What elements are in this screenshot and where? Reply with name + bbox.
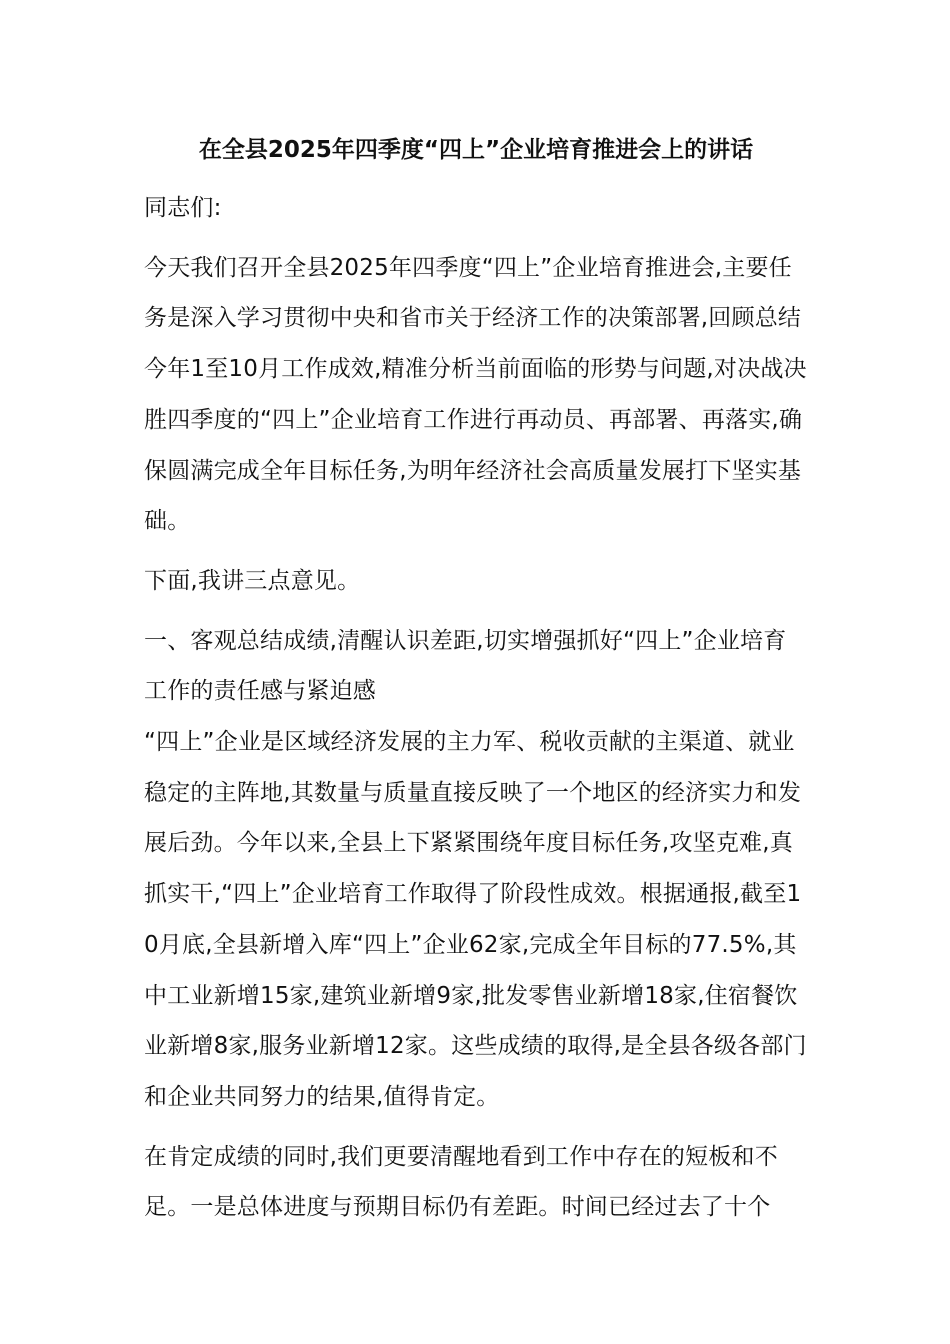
document-body <box>144 129 808 1233</box>
paragraph-achievements: “四上”企业是区域经济发展的主力军、税收贡献的主渠道、就业稳定的主阵地,其数量与质量直接反映了一个地区的经济实力和发展后劲。今年以来,全县上下紧紧围绕年度目标任务,攻坚克难,真抓实干,“四上”企业培育工作取得了阶段性成效。根据通报,截至10月底,全县新增入库“四上”企业62家,完成全年目标的77.5%,其中工业新增15家,建筑业新增9家,批发零售业新增18家,住宿餐饮业新增8家,服务业新增12家。这些成绩的取得,是全县各级各部门和企业共同努力的结果,值得肯定。 <box>144 729 807 1110</box>
paragraph-shortcomings: 在肯定成绩的同时,我们更要清醒地看到工作中存在的短板和不足。一是总体进度与预期目标仍有差距。时间已经过去了十个 <box>144 1143 778 1221</box>
section-heading-one: 一、客观总结成绩,清醒认识差距,切实增强抓好“四上”企业培育工作的责任感与紧迫感 <box>144 627 787 705</box>
salutation: 同志们: <box>144 195 222 221</box>
paragraph-outline: 下面,我讲三点意见。 <box>144 567 361 594</box>
paragraph-intro: 今天我们召开全县2025年四季度“四上”企业培育推进会,主要任务是深入学习贯彻中央和省市关于经济工作的决策部署,回顾总结今年1至10月工作成效,精准分析当前面临的形势与问题,对决战决胜四季度的“四上”企业培育工作进行再动员、再部署、再落实,确保圆满完成全年目标任务,为明年经济社会高质量发展打下坚实基础。 <box>144 254 807 535</box>
document-title: 在全县2025年四季度“四上”企业培育推进会上的讲话 <box>198 137 754 163</box>
